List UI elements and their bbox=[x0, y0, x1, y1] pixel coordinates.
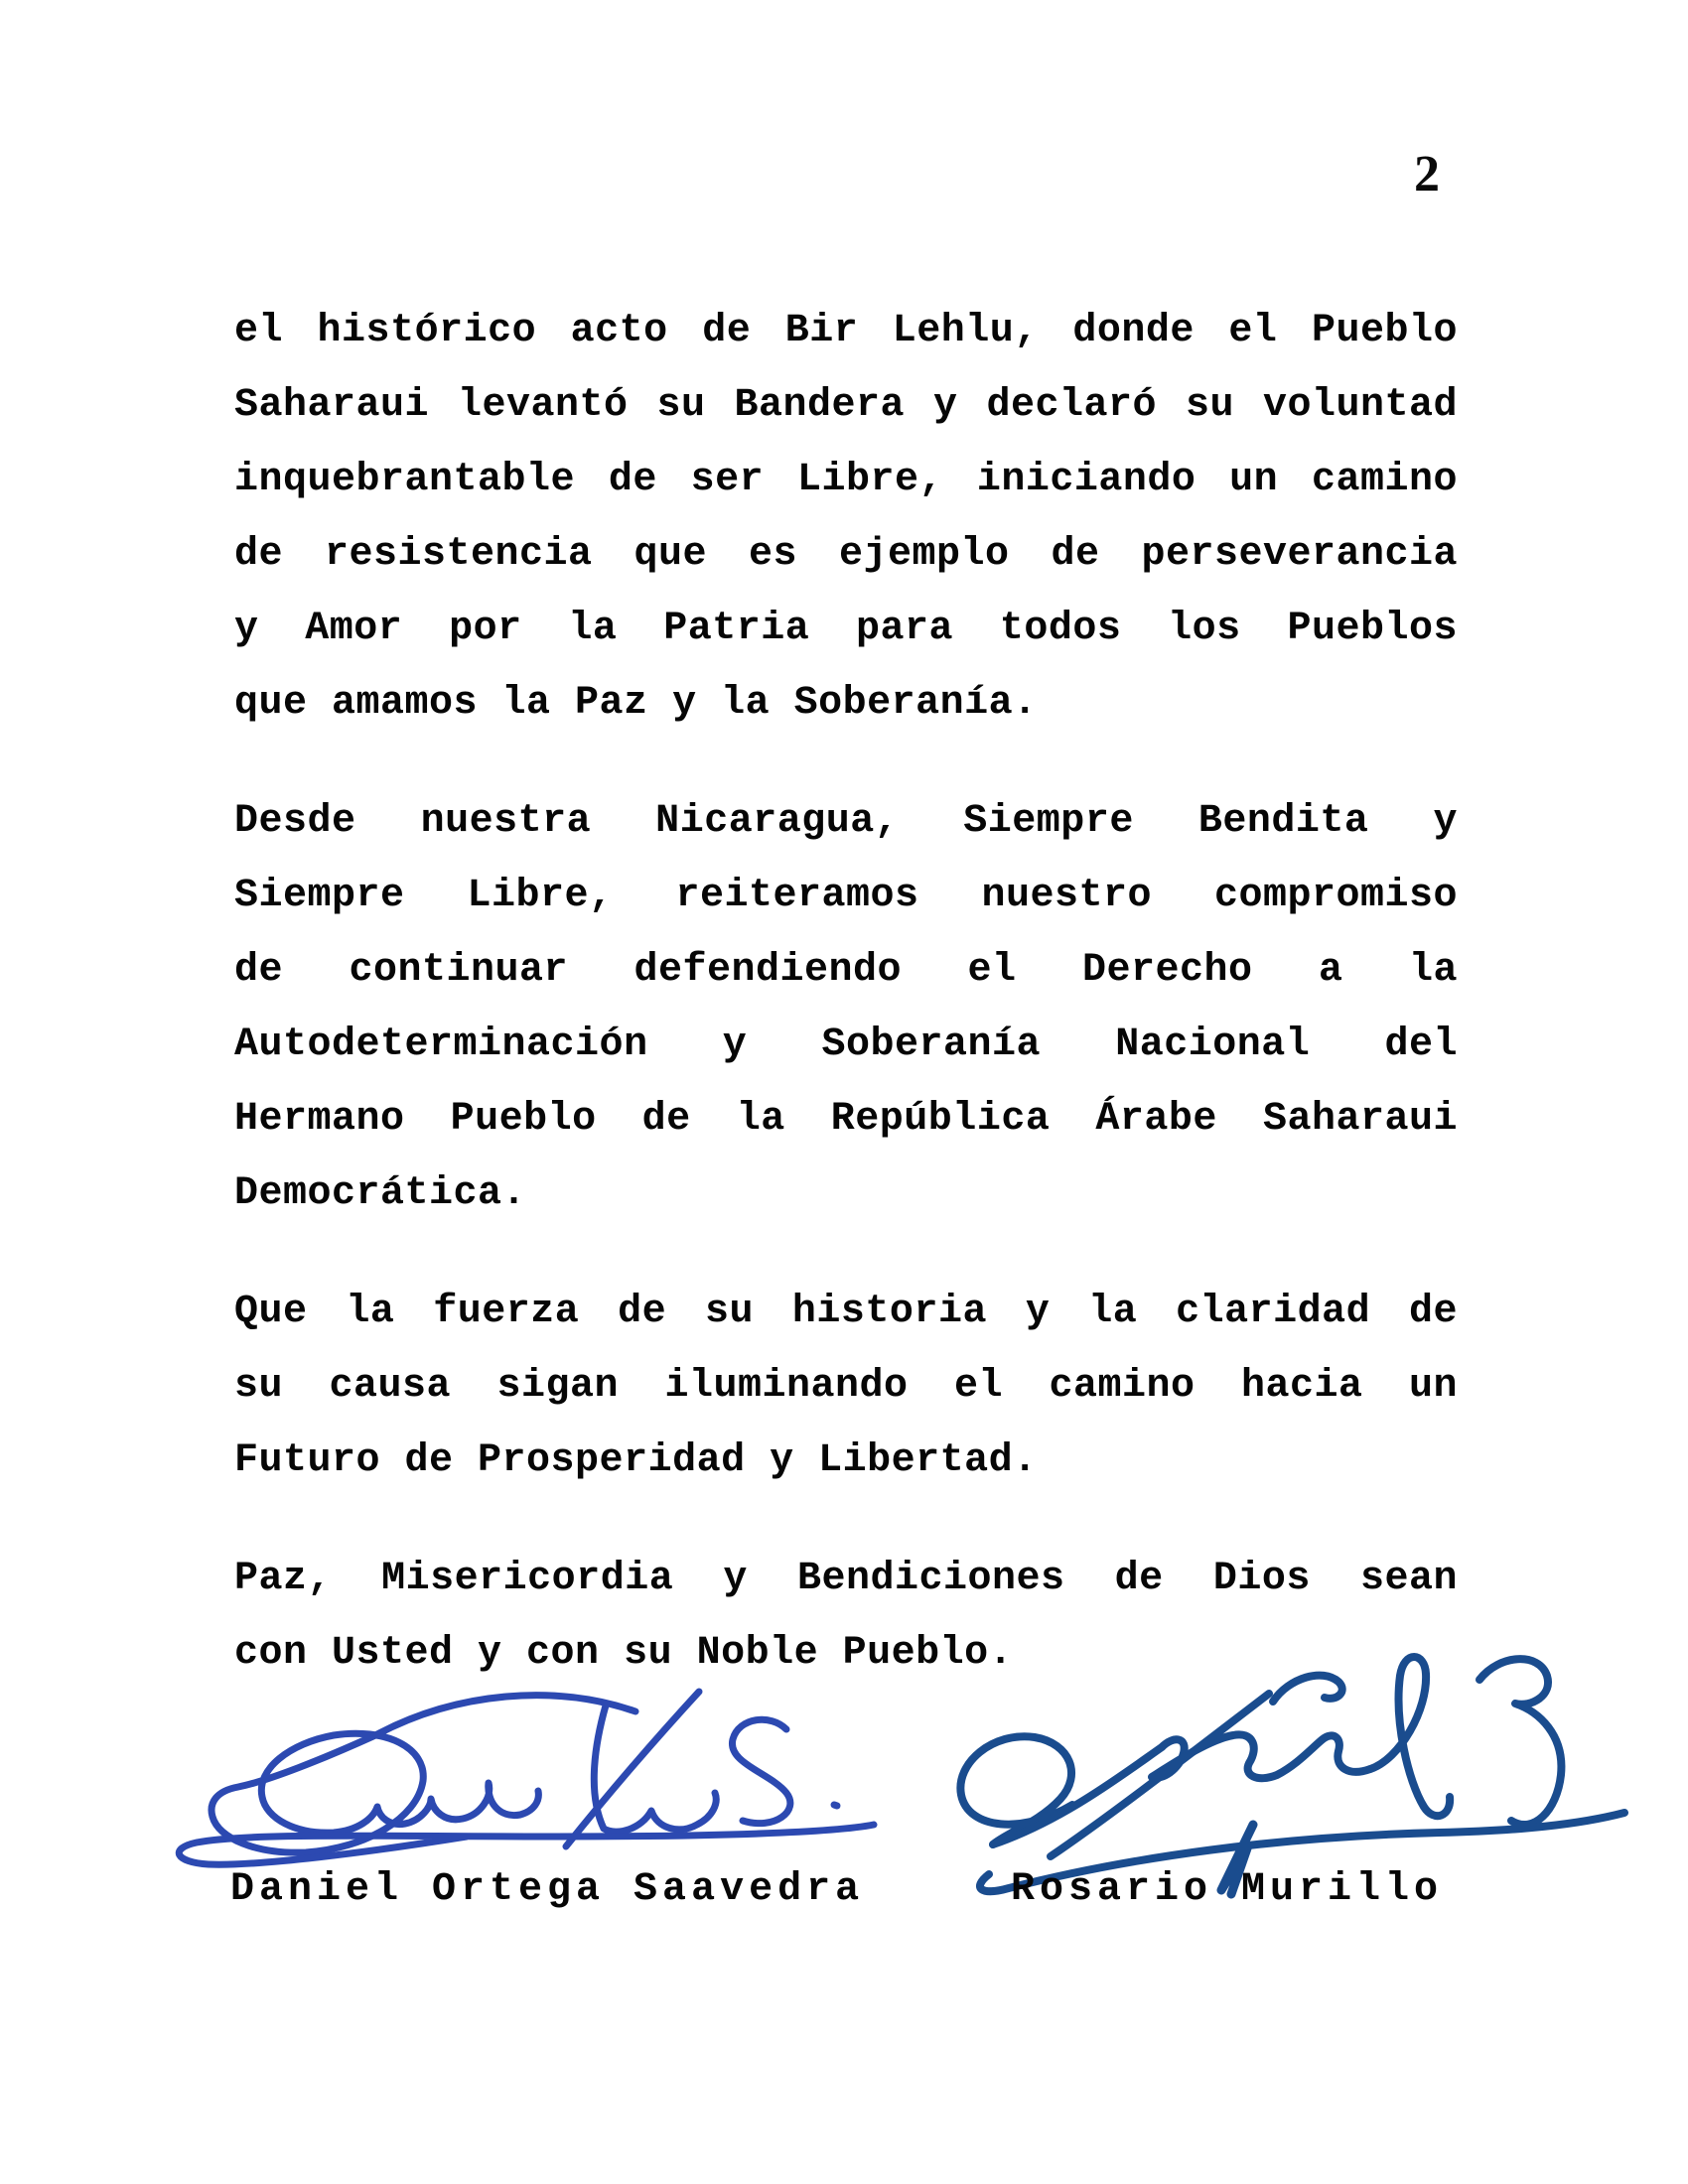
text-line: con Usted y con su Noble Pueblo. bbox=[234, 1631, 1014, 1676]
signer-name-murillo: Rosario Murillo bbox=[1011, 1867, 1444, 1912]
text-line: Siempre Libre, reiteramos nuestro compromiso bbox=[234, 874, 1458, 918]
signature-underline bbox=[179, 1825, 874, 1864]
paragraph bbox=[234, 1542, 1458, 1691]
text-line: Hermano Pueblo de la República Árabe Saharaui bbox=[234, 1097, 1458, 1142]
signature-stroke bbox=[1479, 1659, 1561, 1825]
text-line: Desde nuestra Nicaragua, Siempre Bendita y bbox=[234, 799, 1458, 844]
signature-strokes bbox=[179, 1692, 874, 1864]
signature-stroke bbox=[993, 1734, 1370, 1844]
paragraph bbox=[234, 1275, 1458, 1498]
signature-strokes bbox=[960, 1657, 1624, 1894]
text-line: Que la fuerza de su historia y la claridad de bbox=[234, 1290, 1458, 1334]
signer-name-ortega: Daniel Ortega Saavedra bbox=[230, 1867, 865, 1912]
ortega-signature-ink bbox=[139, 1678, 933, 1876]
paragraph bbox=[234, 294, 1458, 741]
text-line: de resistencia que es ejemplo de perseverancia bbox=[234, 532, 1458, 577]
signature-stroke bbox=[1051, 1694, 1269, 1856]
signature-stroke bbox=[211, 1696, 635, 1853]
text-line: que amamos la Paz y la Soberanía. bbox=[234, 681, 1038, 726]
text-line: y Amor por la Patria para todos los Pueblos bbox=[234, 607, 1458, 651]
text-line: Autodeterminación y Soberanía Nacional del bbox=[234, 1023, 1458, 1067]
signature-stroke bbox=[960, 1736, 1072, 1844]
text-line: Saharaui levantó su Bandera y declaró su voluntad bbox=[234, 383, 1458, 428]
paragraph bbox=[234, 784, 1458, 1231]
signature-stroke bbox=[834, 1805, 837, 1806]
signature-stroke bbox=[566, 1692, 699, 1846]
signature-stroke bbox=[732, 1719, 789, 1823]
text-line: el histórico acto de Bir Lehlu, donde el Pueblo bbox=[234, 309, 1458, 353]
text-line: su causa sigan iluminando el camino hacia un bbox=[234, 1364, 1458, 1409]
text-line: Paz, Misericordia y Bendiciones de Dios sean bbox=[234, 1557, 1458, 1601]
letter-body bbox=[234, 294, 1458, 1691]
page-number: 2 bbox=[1414, 146, 1440, 203]
text-line: inquebrantable de ser Libre, iniciando un camino bbox=[234, 458, 1458, 502]
signature-stroke bbox=[594, 1706, 716, 1832]
text-line: de continuar defendiendo el Derecho a la bbox=[234, 948, 1458, 993]
text-line: Democrática. bbox=[234, 1171, 527, 1216]
text-line: Futuro de Prosperidad y Libertad. bbox=[234, 1438, 1038, 1483]
